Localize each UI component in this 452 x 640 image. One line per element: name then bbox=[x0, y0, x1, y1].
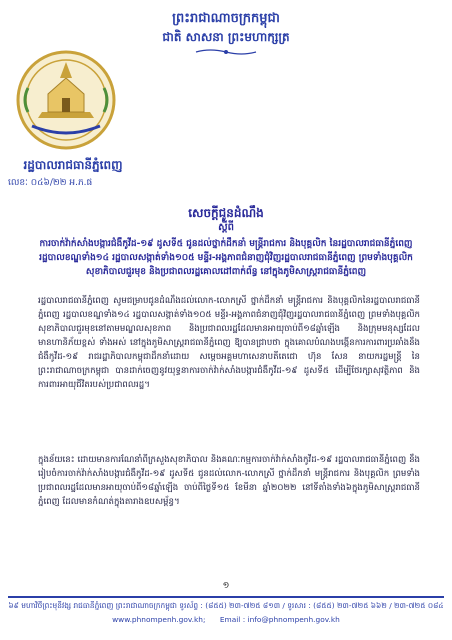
footer-address: ៦៩ មហាវិថីព្រះមុនីវង្ស រាជធានីភ្នំពេញ ព្រះរាជាណាចក្រកម្ពុជា ទូរស័ព្ទ : (៨៥៥) ២៣-៧២៥ ៨១៣ / ទូរសារ : (៨៥៥) ២៣-៧២៥ ៦៦២ / ២៣-៧២៥ ០៨៤ bbox=[8, 601, 444, 610]
page-number: ១ bbox=[222, 581, 230, 591]
website-link[interactable]: www.phnompenh.gov.kh; bbox=[112, 615, 206, 624]
notice-subject-label: ស្ដីពី bbox=[218, 222, 234, 233]
footer-divider bbox=[8, 596, 444, 598]
footer-contacts bbox=[0, 614, 452, 625]
kingdom-title: ព្រះរាជាណាចក្រកម្ពុជា bbox=[172, 11, 280, 26]
kingdom-header bbox=[0, 10, 452, 46]
body-paragraph-2: ក្នុងន័យនេះ ដោយមានការណែនាំពីក្រសួងសុខាភិបាល និងគណៈកម្មការចាក់វ៉ាក់សាំងកូវីដ-១៩ រដ្ឋបាលរាជធានីភ្នំពេញ នឹងរៀបចំការចាក់វ៉ាក់សាំងបង្ការជំងឺកូវីដ-១៩ ដូសទី៥ ជូនដល់លោក-លោកស្រី ថ្នាក់ដឹកនាំ មន្ត្រីរាជការ និងបុគ្គលិក ព្រមទាំងប្រជាពលរដ្ឋដែលមានអាយុចាប់ពី១៨ឆ្នាំឡើង ចាប់ពីថ្ងៃទី១៥ ខែមីនា ឆ្នាំ២០២២ នៅទីតាំងទាំង៦ក្នុងភូមិសាស្ត្ររាជធានីភ្នំពេញ ដែលមានកំណត់ក្នុងតារាងឧបសម្ព័ន្ធ។ bbox=[38, 455, 420, 507]
notice-title: សេចក្ដីជូនដំណឹង bbox=[188, 206, 264, 220]
body-paragraph-1: រដ្ឋបាលរាជធានីភ្នំពេញ សូមជម្រាបជូនដំណឹងដល់លោក-លោកស្រី ថ្នាក់ដឹកនាំ មន្ត្រីរាជការ និងបុគ្គលិកនៃរដ្ឋបាលរាជធានីភ្នំពេញ រដ្ឋបាលខណ្ឌទាំង១៤ រដ្ឋបាលសង្កាត់ទាំង១០៥ មន្ទីរ-អង្គភាពជំនាញជុំវិញរដ្ឋបាលរាជធានីភ្នំពេញ ព្រមទាំងបុគ្គលិកសុខាភិបាលជួរមុខនៅតាមមណ្ឌលសុខភាព និងប្រជាពលរដ្ឋដែលមានអាយុចាប់ពី១៨ឆ្នាំឡើង និងក្រុមមនុស្សដែលមានហានិភ័យខ្ពស់ ទាំងអស់ នៅក្នុងភូមិសាស្ត្ររាជធានីភ្នំពេញ ឱ្យបានជ្រាបថា ក្នុងគោលបំណងបង្កើនការការពារប្រឆាំងនឹងជំងឺកូវីដ-១៩ រាជរដ្ឋាភិបាលកម្ពុជាដឹកនាំដោយ សម្តេចអគ្គមហាសេនាបតីតេជោ ហ៊ុន សែន នាយករដ្ឋមន្ត្រី នៃព្រះរាជាណាចក្រកម្ពុជា បានដាក់ចេញនូវយុទ្ធនាការចាក់វ៉ាក់សាំងបង្ការជំងឺកូវីដ-១៩ ដូសទី៥ ដើម្បីថែរក្សាសុវត្ថិភាព និងការពារអាយុជីវិតរបស់ប្រជាពលរដ្ឋ។ bbox=[38, 296, 420, 390]
national-motto: ជាតិ សាសនា ព្រះមហាក្សត្រ bbox=[162, 30, 290, 44]
notice-title-block bbox=[30, 205, 422, 279]
notice-subject: ការចាក់វ៉ាក់សាំងបង្ការជំងឺកូវីដ-១៩ ដូសទី៥ ជូនដល់ថ្នាក់ដឹកនាំ មន្ត្រីរាជការ និងបុគ្គលិក នៃរដ្ឋបាលរាជធានីភ្នំពេញ រដ្ឋបាលខណ្ឌទាំង១៤ រដ្ឋបាលសង្កាត់ទាំង១០៥ មន្ទីរ-អង្គភាពជំនាញជុំវិញរដ្ឋបាលរាជធានីភ្នំពេញ ព្រមទាំងបុគ្គលិកសុខាភិបាលជួរមុខ និងប្រជាពលរដ្ឋគោលដៅពាក់ព័ន្ធ នៅក្នុងភូមិសាស្ត្ររាជធានីភ្នំពេញ bbox=[39, 239, 413, 277]
email-link[interactable]: Email : info@phnompenh.gov.kh bbox=[219, 615, 340, 624]
issuing-office-name: រដ្ឋបាលរាជធានីភ្នំពេញ bbox=[23, 158, 123, 172]
reference-number: លេខៈ ០៤៦/២២ អ.ភ.ផ bbox=[8, 178, 93, 188]
phnom-penh-emblem-icon bbox=[10, 48, 122, 154]
ornament-divider-icon bbox=[194, 48, 258, 56]
